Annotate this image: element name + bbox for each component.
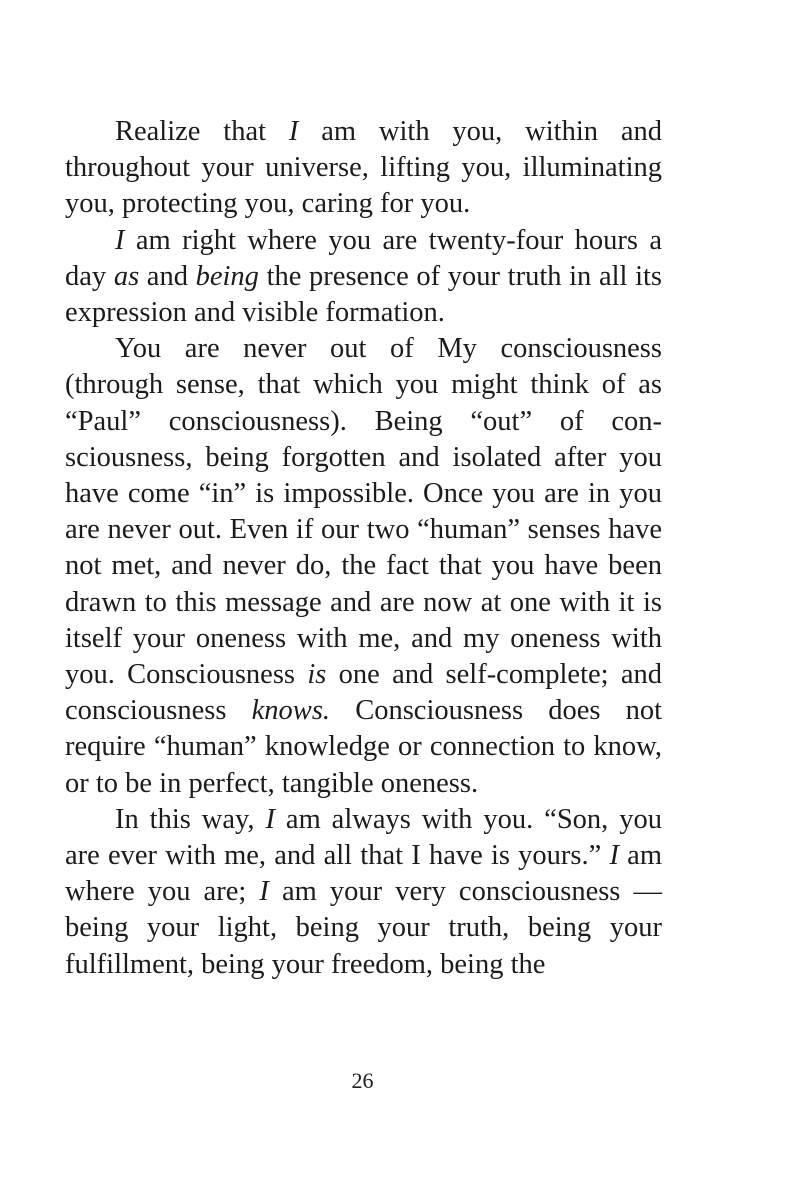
paragraph-4 — [65, 802, 662, 983]
paragraph-4-text: am your very consciousness — being your light, being your truth, being your fulfillment, being your freedom, being the — [65, 876, 662, 980]
paragraph-1 — [65, 114, 662, 223]
paragraph-3-italic-knows: knows. — [251, 695, 331, 727]
paragraph-2-italic-being: being — [195, 260, 259, 292]
paragraph-2-text: am right where you are twenty-four hours a day — [65, 224, 662, 292]
paragraph-3-text: one and self-complete; and consciousness — [65, 659, 663, 727]
paragraph-4-italic-i: I — [609, 840, 619, 872]
page-body — [65, 114, 662, 983]
paragraph-2 — [65, 223, 662, 332]
paragraph-3-text: You are never out of My consciousness (through sense, that which you might think of as “Paul” consciousness). Being “out” of consciousness, being forgotten and isolated after you have come “in” is impossible. Once you are in you are never out. Even if our two “human” senses have not met, and never do, the fact that you have been drawn to this message and are now at one with it is itself your oneness with me, and my oneness with you. Consciousness — [65, 333, 662, 691]
paragraph-2-text: the presence of your truth in all its expression and visible formation. — [65, 260, 663, 329]
paragraph-2-text: and — [139, 260, 196, 292]
paragraph-1-text: Realize that — [115, 116, 289, 147]
paragraph-3 — [65, 331, 662, 802]
page-number: 26 — [351, 1068, 374, 1093]
paragraph-4-text: am where you are; — [65, 840, 662, 908]
paragraph-4-text: am always with you. “Son, you are ever with me, and all that I have is yours.” — [65, 803, 662, 872]
paragraph-1-text: am with you, within and throughout your universe, lifting you, illuminating you, protecting you, caring for you. — [65, 116, 662, 220]
paragraph-4-text: In this way, — [115, 803, 266, 835]
paragraph-3-text: Consciousness does not require “human” knowledge or connection to know, or to be in perfect, tangible oneness. — [65, 695, 663, 799]
paragraph-3-italic-is: is — [307, 659, 327, 691]
paragraph-4-italic-i: I — [265, 803, 275, 835]
paragraph-4-italic-i: I — [259, 876, 269, 908]
paragraph-1-italic-i: I — [288, 116, 299, 147]
paragraph-2-italic-i: I — [115, 224, 125, 256]
paragraph-2-italic-as: as — [113, 260, 140, 292]
